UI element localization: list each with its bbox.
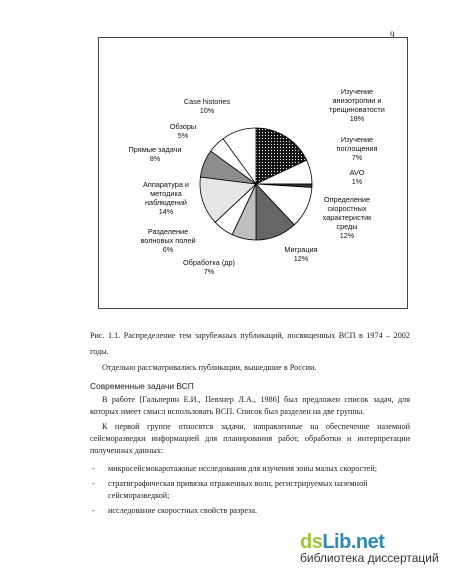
- pie-label: Определение скоростных характеристик среды 12%: [322, 195, 372, 240]
- list-item: [92, 463, 377, 475]
- page-number: 9: [390, 30, 395, 40]
- pie-label: AVO 1%: [349, 168, 365, 186]
- para-1: В работе [Гальперин Е.И., Певзнер Л.А., 1986] был предложен список задач, для которых имеет смысл использовать ВСП. Список был разделен на две группы.: [90, 395, 410, 416]
- logo-brand-lib: Lib.net: [322, 531, 385, 553]
- list-dash: -: [92, 464, 95, 473]
- site-logo[interactable]: [300, 531, 439, 565]
- list-item-cont: [108, 490, 169, 502]
- list-dash: -: [92, 506, 95, 515]
- pie-label: Изучение поглощения 7%: [336, 135, 378, 162]
- para-2: К первой группе относятся задачи, направленные на обеспечение наземной сейсморазведки информацией для планирования работ, обработки и интерпретации полученных данных:: [90, 422, 410, 455]
- list-dash: -: [92, 479, 95, 488]
- logo-subtitle: библиотека диссертаций: [300, 551, 439, 565]
- figure-caption: Рис. 1.1. Распределение тем зарубежных публикаций, посвященных ВСП в 1974 – 2002 годы.: [90, 331, 410, 356]
- para-russia: Отдельно рассматривались публикации, вышедшие в России.: [102, 363, 317, 372]
- pie-label: Аппаратура и методика наблюдений 14%: [143, 180, 189, 216]
- pie-label: Миграция 12%: [284, 245, 318, 263]
- list-item: [92, 505, 257, 517]
- list-item: [92, 478, 368, 490]
- list-text: сейсморазведкой;: [108, 491, 170, 500]
- section-heading: Современные задачи ВСП: [90, 381, 194, 391]
- list-text: стратиграфическая привязка отраженных волн, регистрируемых наземной: [108, 479, 368, 488]
- pie-chart: [99, 38, 407, 308]
- logo-brand-ds: ds: [300, 531, 323, 553]
- pie-label: Разделение волновых полей 6%: [140, 227, 196, 254]
- list-text: исследование скоростных свойств разреза.: [108, 506, 258, 515]
- list-text: микросейсмокаротажные исследования для изучения зоны малых скоростей;: [108, 464, 378, 473]
- pie-label: Прямые задачи 8%: [128, 145, 182, 163]
- pie-label: Изучение анизотропии и трещиноватости 18%: [329, 87, 385, 123]
- pie-label: Case histories 10%: [183, 97, 231, 115]
- figure-frame: [98, 37, 408, 309]
- pie-label: Обзоры 5%: [169, 122, 197, 140]
- pie-label: Обработка (др) 7%: [182, 258, 236, 276]
